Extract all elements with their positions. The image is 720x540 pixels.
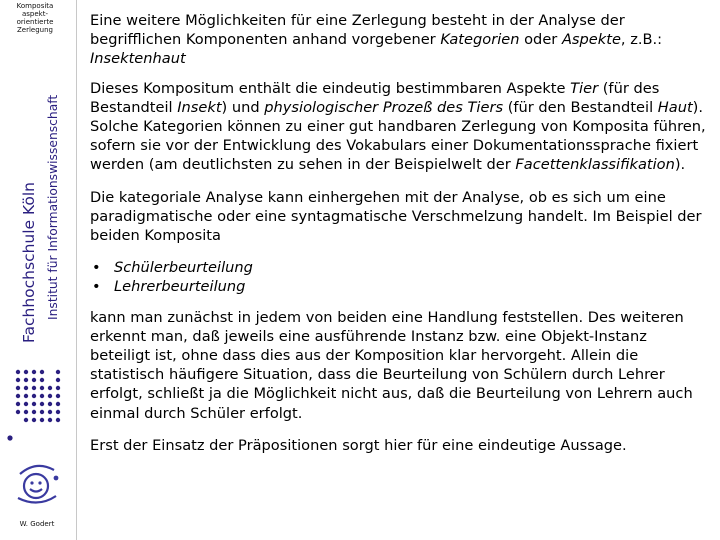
list-item: • Lehrerbeurteilung [92, 278, 246, 296]
topic-line: aspekt- [21, 10, 48, 18]
smiley-face-icon [12, 456, 64, 508]
paragraph-conclusion: Erst der Einsatz der Präpositionen sorgt hier für eine eindeutige Aussage. [90, 436, 627, 454]
institute-name: Institut für Informationswissenschaft [46, 94, 60, 320]
example-list [90, 258, 710, 296]
bullet-icon: • [92, 259, 101, 277]
list-item: • Schülerbeurteilung [92, 259, 253, 277]
dot-grid-icon [6, 366, 66, 446]
paragraph-intro: Eine weitere Möglichkeiten für eine Zerlegung besteht in der Analyse der begrifflichen Komponenten anhand vorgebener Kategorien oder Aspekte, z.B.: Insektenhaut [90, 12, 663, 68]
topic-line: orientierte [16, 18, 54, 26]
topic-line: Komposita [16, 2, 54, 10]
bullet-icon: • [92, 278, 101, 296]
topic-line: Zerlegung [17, 26, 53, 34]
slide-content [90, 11, 710, 455]
sidebar [0, 0, 77, 540]
school-name: Fachhochschule Köln [20, 181, 38, 343]
paragraph-analysis: Die kategoriale Analyse kann einhergehen mit der Analyse, ob es sich um eine paradigmatische oder eine syntagmatische Verschmelzung handelt. Im Beispiel der beiden Komposita [90, 188, 702, 245]
author-name: W. Godert [19, 520, 55, 528]
paragraph-explanation: kann man zunächst in jedem von beiden eine Handlung feststellen. Des weiteren erkennt man, daß jeweils eine ausführende Instanz bzw. eine Objekt-Instanz beteiligt ist, ohne dass dies aus der Komposition klar hervorgeht. Allein die statistisch häufigere Situation, dass die Beurteilung von Schülern durch Lehrer erfolgt, schließt ja die Möglichkeit nicht aus, daß die Beurteilung von Lehrern auch einmal durch Schüler erfolgt. [90, 308, 693, 422]
topic-label [4, 2, 66, 34]
paragraph-aspects: Dieses Kompositum enthält die eindeutig bestimmbaren Aspekte Tier (für des Bestandteil Insekt) und physiologischer Prozeß des Tiers (für den Bestandteil Haut). Solche Kategorien können zu einer gut handbaren Zerlegung von Komposita führen, sofern sie vor der Entwicklung des Vokabulars einer Dokumentationssprache fixiert werden (am deutlichsten zu sehen in der Beispielwelt der Facettenklassifikation). [90, 79, 706, 174]
